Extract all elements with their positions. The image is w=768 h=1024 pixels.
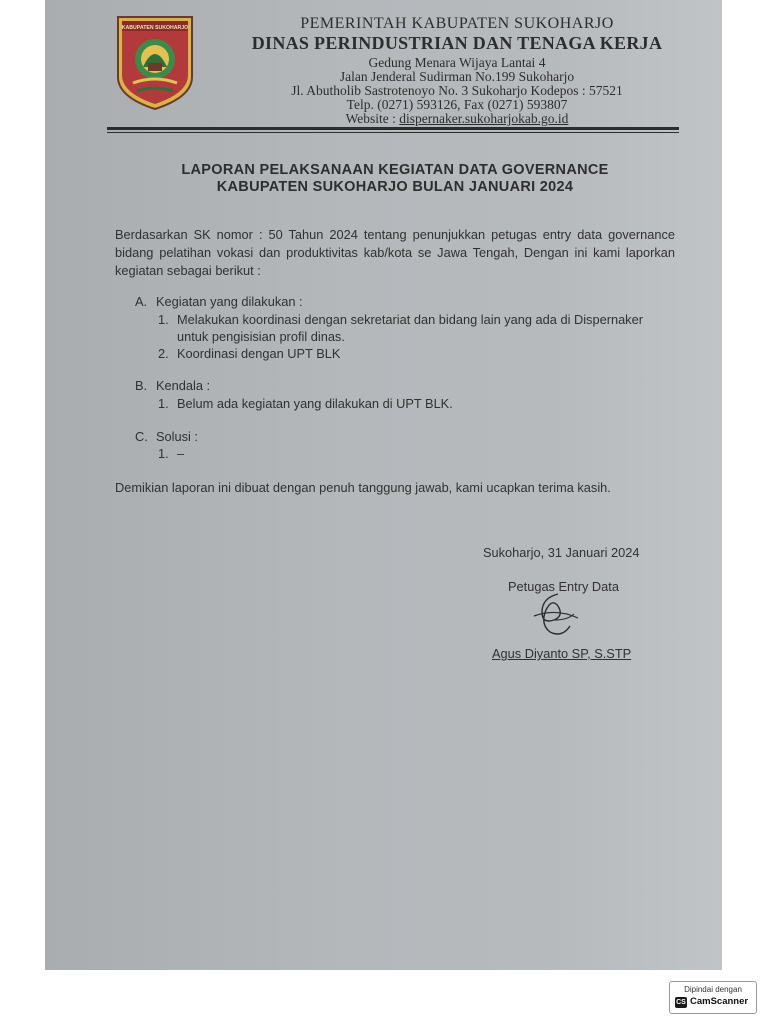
letterhead-address-2: Jl. Abutholib Sastrotenoyo No. 3 Sukoharjo Kodepos : 57521 — [291, 83, 623, 98]
closing-statement: Demikian laporan ini dibuat dengan penuh tanggung jawab, kami ucapkan terima kasih. — [115, 480, 611, 495]
report-title-line-2: KABUPATEN SUKOHARJO BULAN JANUARI 2024 — [216, 179, 574, 195]
regency-emblem-logo — [115, 13, 195, 111]
website-link[interactable]: dispernaker.sukoharjokab.go.id — [399, 111, 569, 126]
report-title-line-1: LAPORAN PELAKSANAAN KEGIATAN DATA GOVERNANCE — [181, 162, 609, 178]
letterhead-phone: Telp. (0271) 593126, Fax (0271) 593807 — [346, 97, 568, 112]
section-c-marker: C. — [135, 429, 148, 444]
letterhead-divider-thick — [107, 127, 679, 130]
letterhead-building: Gedung Menara Wijaya Lantai 4 — [368, 55, 546, 70]
camscanner-badge — [669, 981, 757, 1014]
signature-role: Petugas Entry Data — [508, 579, 619, 594]
letterhead-website-line — [212, 111, 702, 127]
section-a-heading: Kegiatan yang dilakukan : — [156, 294, 303, 309]
camscanner-caption: Dipindai dengan — [684, 985, 742, 994]
section-a-item-1-number: 1. — [158, 312, 169, 327]
section-a-item-2-line-1: Koordinasi dengan UPT BLK — [177, 346, 341, 361]
signature-place-date: Sukoharjo, 31 Januari 2024 — [483, 545, 640, 560]
letterhead-address-1: Jalan Jenderal Sudirman No.199 Sukoharjo — [339, 69, 575, 84]
section-b-heading: Kendala : — [156, 378, 211, 393]
section-a-item-1-line-2: untuk pengisisian profil dinas. — [177, 329, 345, 344]
letterhead-agency: DINAS PERINDUSTRIAN DAN TENAGA KERJA — [251, 33, 663, 53]
letterhead-divider-thin — [107, 132, 679, 133]
section-b-marker: B. — [135, 378, 148, 393]
section-b-item-1-line-1: Belum ada kegiatan yang dilakukan di UPT BLK. — [177, 396, 453, 411]
signatory-name: Agus Diyanto SP, S.STP — [492, 646, 632, 661]
emblem-label: KABUPATEN SUKOHARJO — [121, 25, 189, 31]
handwritten-signature — [528, 590, 582, 640]
intro-paragraph: Berdasarkan SK nomor : 50 Tahun 2024 tentang penunjukkan petugas entry data governance bidang pelatihan vokasi dan produktivitas kab/kota se Jawa Tengah, Dengan ini kami laporkan kegiatan sebagai berikut : — [115, 227, 675, 278]
website-label: Website : — [345, 111, 400, 126]
camscanner-brand: CamScanner — [690, 996, 749, 1007]
section-b-item-1-number: 1. — [158, 396, 169, 411]
section-a-item-2-number: 2. — [158, 346, 169, 361]
section-a-marker: A. — [135, 294, 148, 309]
section-c-heading: Solusi : — [156, 429, 198, 444]
camscanner-logo-icon: CS — [676, 999, 686, 1006]
letterhead-government: PEMERINTAH KABUPATEN SUKOHARJO — [300, 15, 614, 32]
section-c-item-1-number: 1. — [158, 446, 169, 461]
section-a-item-1-line-1: Melakukan koordinasi dengan sekretariat dan bidang lain yang ada di Dispernaker — [177, 312, 643, 327]
section-c-item-1-line-1: – — [177, 446, 185, 461]
